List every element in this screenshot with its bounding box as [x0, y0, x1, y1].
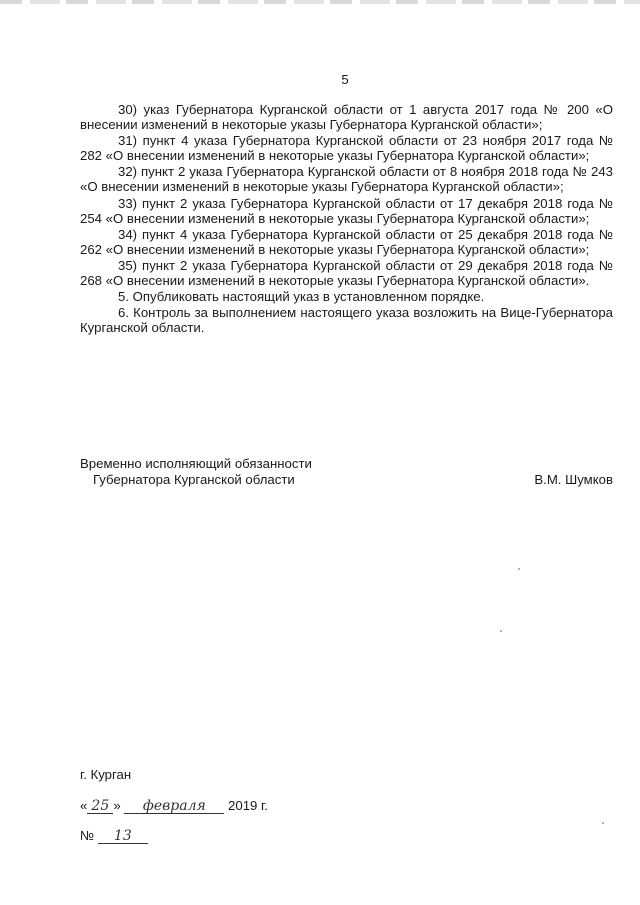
- number-label: №: [80, 828, 95, 843]
- date-year: 2019 г.: [228, 798, 268, 813]
- scan-speck: [602, 822, 604, 824]
- clause-5-publish: 5. Опубликовать настоящий указ в установленном порядке.: [118, 289, 485, 305]
- list-item-30: 30) указ Губернатора Курганской области от 1 августа 2017 года № 200 «О внесении изменений в некоторые указы Губернатора Курганской области»;: [80, 102, 613, 133]
- clause-6-control: 6. Контроль за выполнением настоящего указа возложить на Вице-Губернатора Курганской области.: [80, 305, 613, 336]
- list-item-32: 32) пункт 2 указа Губернатора Курганской области от 8 ноября 2018 года № 243 «О внесении изменений в некоторые указы Губернатора Курганской области»;: [80, 164, 613, 195]
- document-body: [80, 102, 613, 336]
- list-item-33: 33) пункт 2 указа Губернатора Курганской области от 17 декабря 2018 года № 254 «О внесении изменений в некоторые указы Губернатора Курганской области»;: [80, 195, 613, 226]
- page-number: 5: [341, 72, 349, 87]
- date-open-quote: «: [80, 798, 88, 813]
- list-item-31: 31) пункт 4 указа Губернатора Курганской области от 23 ноября 2017 года № 282 «О внесении изменений в некоторые указы Губернатора Курганской области»;: [80, 133, 613, 164]
- number-value-handwritten: 13: [98, 829, 148, 844]
- date-day-handwritten: 25: [87, 799, 113, 814]
- list-item-34: 34) пункт 4 указа Губернатора Курганской области от 25 декабря 2018 года № 262 «О внесении изменений в некоторые указы Губернатора Курганской области»;: [80, 226, 613, 257]
- place-of-signing: г. Курган: [80, 767, 132, 782]
- scan-speck: [500, 630, 502, 632]
- date-month-handwritten: февраля: [124, 799, 224, 814]
- date-close-quote: »: [113, 798, 121, 813]
- signatory-position-line1: Временно исполняющий обязанности: [80, 456, 312, 471]
- signature-block: [80, 456, 613, 488]
- signatory-position-line2: Губернатора Курганской области: [93, 472, 295, 487]
- signatory-name: В.М. Шумков: [534, 472, 613, 487]
- list-item-35: 35) пункт 2 указа Губернатора Курганской области от 29 декабря 2018 года № 268 «О внесении изменений в некоторые указы Губернатора Курганской области».: [80, 257, 613, 289]
- document-number: [80, 828, 148, 844]
- scan-edge-artifact: [0, 0, 640, 4]
- signing-date: [80, 798, 268, 814]
- scan-speck: [518, 568, 520, 570]
